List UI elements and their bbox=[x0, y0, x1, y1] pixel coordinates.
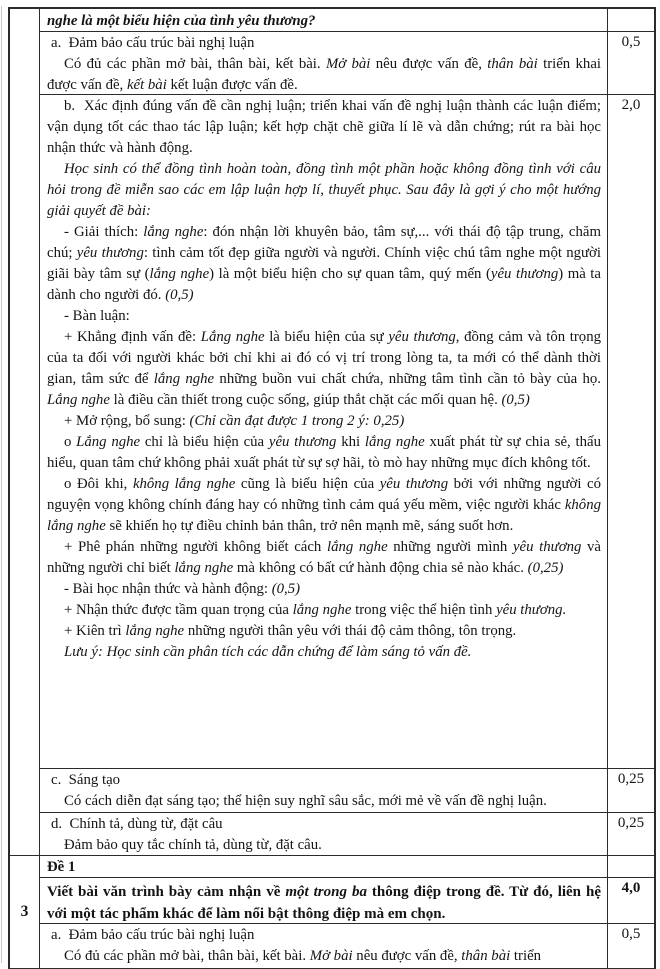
grading-rubric-table bbox=[8, 7, 656, 969]
topic-1-score-cell bbox=[608, 856, 654, 878]
criterion-c-cell bbox=[40, 769, 608, 813]
prompt-tail-text: nghe là một biểu hiện của tình yêu thương? bbox=[47, 13, 316, 29]
criterion-a-cell bbox=[40, 32, 608, 95]
criterion-c-description: Có cách diễn đạt sáng tạo; thể hiện suy nghĩ sâu sắc, mới mẻ về vấn đề nghị luận. bbox=[64, 793, 547, 809]
question-number-cell bbox=[10, 856, 40, 968]
criterion-b-teacher-note: Lưu ý: Học sinh cần phân tích các dẫn chứng để làm sáng tỏ vấn đề. bbox=[64, 644, 472, 660]
criterion-b-score: 2,0 bbox=[608, 95, 654, 769]
question-number-cell-empty bbox=[10, 9, 40, 856]
prompt-tail-cell bbox=[40, 9, 608, 32]
topic-1-heading: Đề 1 bbox=[47, 859, 76, 875]
criterion-b-extend-point-2: o Đôi khi, không lắng nghe cũng là biểu hiện của yêu thương bởi với những người có nguyện vọng không chính đáng hay có những tình cảm quá yếu mềm, việc người khác không lắng nghe sẽ khiến họ tự điều chỉnh bản thân, trở nên mạnh mẽ, sáng suốt hơn. bbox=[47, 476, 601, 534]
criterion-a-score: 0,5 bbox=[608, 32, 654, 95]
criterion-b-note: Học sinh có thể đồng tình hoàn toàn, đồng tình một phần hoặc không đồng tình với câu hỏi trong đề miễn sao các em lập luận hợp lí, thuyết phục. Sau đây là gợi ý cho một hướng giải quyết đề bài: bbox=[47, 161, 601, 219]
criterion-b-affirm: + Khẳng định vấn đề: Lắng nghe là biểu hiện của sự yêu thương, đồng cảm và tôn trọng của ta đối với người khác bởi chỉ khi ai đó có vị trí trong lòng ta, ta mới có thể dành thời gian, tâm sức để lắng nghe những buồn vui chất chứa, những tâm tình cần tỏ bày của họ. Lắng nghe là điều cần thiết trong cuộc sống, giúp thắt chặt các mối quan hệ. (0,5) bbox=[47, 329, 602, 408]
criterion-d-description: Đảm bảo quy tắc chính tả, dùng từ, đặt câu. bbox=[64, 837, 322, 853]
criterion-b-critique: + Phê phán những người không biết cách lắng nghe những người mình yêu thương và những người chỉ biết lắng nghe mà không có bất cứ hành động chia sẻ nào khác. (0,25) bbox=[47, 539, 601, 576]
criterion-a2-score: 0,5 bbox=[621, 926, 641, 942]
criterion-a2-description: Có đủ các phần mở bài, thân bài, kết bài. Mở bài nêu được vấn đề, thân bài triển bbox=[64, 948, 542, 964]
criterion-a-title: a. Đảm bảo cấu trúc bài nghị luận bbox=[51, 35, 255, 51]
criterion-b-title: b. Xác định đúng vấn đề cần nghị luận; triển khai vấn đề nghị luận thành các luận điểm; vận dụng tốt các thao tác lập luận; kết hợp chặt chẽ giữa lí lẽ và dẫn chứng; rút ra bài học nhận thức và hành động. bbox=[47, 98, 601, 156]
criterion-b-cell bbox=[40, 95, 608, 769]
criterion-d-score: 0,25 bbox=[608, 813, 654, 856]
criterion-a2-title: a. Đảm bảo cấu trúc bài nghị luận bbox=[51, 927, 255, 943]
essay-task-text: Viết bài văn trình bày cảm nhận về một trong ba thông điệp trong đề. Từ đó, liên hệ với một tác phẩm khác để làm nổi bật thông điệp mà em chọn. bbox=[47, 884, 601, 922]
criterion-d-title: d. Chính tả, dùng từ, đặt câu bbox=[51, 816, 223, 832]
criterion-b-lesson-2: + Kiên trì lắng nghe những người thân yêu với thái độ cảm thông, tôn trọng. bbox=[64, 623, 517, 639]
essay-task-cell bbox=[40, 878, 608, 924]
criterion-b-extend-point-1: o Lắng nghe chỉ là biểu hiện của yêu thương khi lắng nghe xuất phát từ sự chia sẻ, thấu hiểu, quan tâm chứ không phải xuất phát từ sự sợ hãi, tò mò hay những mục đích không tốt. bbox=[47, 434, 601, 471]
criterion-c-title: c. Sáng tạo bbox=[51, 772, 121, 788]
criterion-b-lesson-1: + Nhận thức được tầm quan trọng của lắng nghe trong việc thể hiện tình yêu thương. bbox=[64, 602, 567, 618]
prompt-tail-score-cell bbox=[608, 9, 654, 32]
criterion-b-explain: - Giải thích: lắng nghe: đón nhận lời khuyên bảo, tâm sự,... với thái độ tập trung, chăm chú; yêu thương: tình cảm tốt đẹp giữa người và người. Chính việc chú tâm nghe một người giãi bày tâm sự (lắng nghe) là một biểu hiện cho sự quan tâm, quý mến (yêu thương) mà ta dành cho người đó. (0,5) bbox=[47, 224, 601, 303]
criterion-a-description: Có đủ các phần mở bài, thân bài, kết bài. Mở bài nêu được vấn đề, thân bài triển khai được vấn đề, kết bài kết luận được vấn đề. bbox=[47, 56, 601, 93]
essay-task-score: 4,0 bbox=[608, 878, 654, 924]
criterion-b-lesson-heading: - Bài học nhận thức và hành động: (0,5) bbox=[64, 581, 301, 597]
criterion-b-extend-heading: + Mở rộng, bổ sung: (Chỉ cần đạt được 1 trong 2 ý: 0,25) bbox=[64, 413, 405, 429]
criterion-a2-cell bbox=[40, 924, 608, 968]
page-left-edge-line bbox=[1, 6, 2, 963]
criterion-c-score: 0,25 bbox=[608, 769, 654, 813]
criterion-b-discuss-heading: - Bàn luận: bbox=[64, 308, 130, 324]
question-number: 3 bbox=[20, 903, 29, 920]
topic-1-heading-cell bbox=[40, 856, 608, 878]
criterion-d-cell bbox=[40, 813, 608, 856]
